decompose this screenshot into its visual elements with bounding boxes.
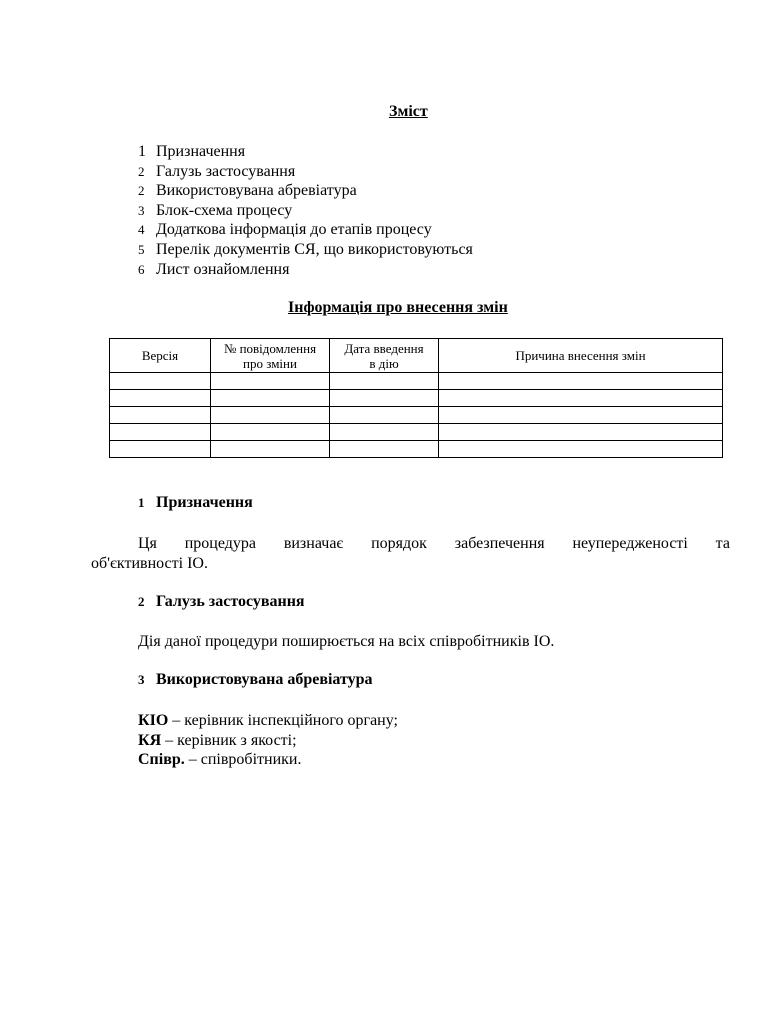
table-row: [110, 441, 723, 458]
table-cell[interactable]: [110, 441, 211, 458]
section-title: Призначення: [156, 494, 253, 511]
toc-item-number: 4: [138, 222, 145, 238]
section-number: 3: [138, 672, 145, 687]
table-row: [110, 407, 723, 424]
table-cell[interactable]: [211, 407, 330, 424]
toc-item-number: 2: [138, 163, 145, 179]
table-cell[interactable]: [330, 390, 439, 407]
toc-item[interactable]: [138, 201, 473, 221]
table-cell[interactable]: [211, 424, 330, 441]
toc-item-label: Використовувана абревіатура: [156, 182, 357, 200]
toc-item[interactable]: [138, 162, 473, 182]
changes-table: [109, 338, 723, 458]
abbreviation-item: КІО – керівник інспекційного органу;: [138, 712, 398, 729]
section-2-heading: [138, 593, 305, 611]
table-cell[interactable]: [439, 407, 723, 424]
toc-list: [138, 142, 473, 279]
table-cell[interactable]: [439, 424, 723, 441]
toc-item[interactable]: [138, 142, 473, 162]
table-cell[interactable]: [330, 424, 439, 441]
table-cell[interactable]: [439, 373, 723, 390]
toc-item-number: 6: [138, 261, 145, 277]
table-cell[interactable]: [110, 424, 211, 441]
section-title: Галузь застосування: [156, 593, 305, 610]
justified-line: Ця процедура визначає порядок забезпечення неупередженості та: [138, 535, 730, 552]
toc-item-number: 2: [138, 183, 145, 199]
toc-title: Зміст: [389, 103, 428, 120]
table-cell[interactable]: [439, 390, 723, 407]
toc-item-label: Лист ознайомлення: [156, 260, 290, 278]
section-2-text: Дія даної процедури поширюється на всіх співробітників ІО.: [138, 633, 555, 650]
toc-item-label: Додаткова інформація до етапів процесу: [156, 221, 432, 239]
abbreviation-item: Співр. – співробітники.: [138, 751, 302, 769]
header-reason: Причина внесення змін: [439, 339, 723, 373]
toc-item-label: Блок-схема процесу: [156, 201, 293, 219]
toc-item-number: 3: [138, 202, 145, 218]
section-1-heading: [138, 494, 253, 512]
changes-title: Інформація про внесення змін: [288, 299, 508, 316]
toc-item[interactable]: [138, 260, 473, 280]
section-1-text: [138, 534, 730, 554]
section-1-text-line2: об'єктивності ІО.: [91, 555, 208, 572]
table-row: [110, 373, 723, 390]
toc-item-label: Перелік документів СЯ, що використовуються: [156, 240, 473, 258]
table-cell[interactable]: [330, 407, 439, 424]
table-cell[interactable]: [211, 441, 330, 458]
toc-item-label: Призначення: [156, 143, 246, 160]
table-cell[interactable]: [330, 373, 439, 390]
toc-item[interactable]: [138, 181, 473, 201]
table-cell[interactable]: [110, 390, 211, 407]
section-number: 2: [138, 594, 145, 609]
section-number: 1: [138, 495, 145, 510]
table-cell[interactable]: [211, 373, 330, 390]
table-header-row: [110, 339, 723, 373]
table-cell[interactable]: [110, 407, 211, 424]
section-title: Використовувана абревіатура: [156, 671, 373, 688]
table-row: [110, 390, 723, 407]
table-cell[interactable]: [330, 441, 439, 458]
toc-item[interactable]: [138, 220, 473, 240]
header-notice: № повідомлення про зміни: [211, 339, 330, 373]
header-version: Версія: [110, 339, 211, 373]
section-3-heading: [138, 671, 373, 689]
abbreviation-list: [138, 711, 398, 770]
toc-item-number: 5: [138, 241, 145, 257]
table-cell[interactable]: [211, 390, 330, 407]
table-row: [110, 424, 723, 441]
table-cell[interactable]: [439, 441, 723, 458]
table-cell[interactable]: [110, 373, 211, 390]
toc-item[interactable]: [138, 240, 473, 260]
abbreviation-item: КЯ – керівник з якості;: [138, 731, 297, 749]
toc-item-label: Галузь застосування: [156, 162, 296, 180]
header-date: Дата введення в дію: [330, 339, 439, 373]
toc-item-number: 1: [138, 143, 146, 160]
